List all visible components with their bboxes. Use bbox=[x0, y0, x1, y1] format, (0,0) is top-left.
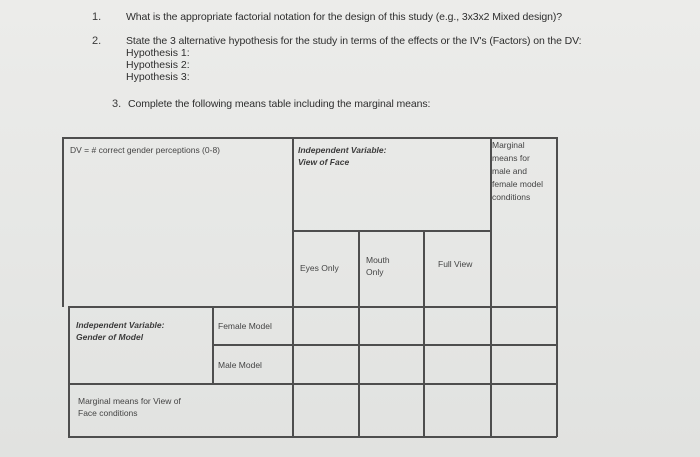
face-level-mouth-only-line-2: Only bbox=[366, 267, 384, 277]
question-1-number: 1. bbox=[92, 11, 102, 23]
marginal-gender-header-line-1: Marginal bbox=[492, 140, 525, 150]
marginal-gender-header-line-4: female model bbox=[492, 179, 544, 189]
iv-face-title: Independent Variable: bbox=[298, 145, 387, 155]
marginal-face-label-line-2: Face conditions bbox=[78, 408, 138, 418]
question-2-number: 2. bbox=[92, 35, 102, 47]
question-3-text: Complete the following means table including the marginal means: bbox=[128, 98, 431, 110]
face-level-full-view: Full View bbox=[438, 259, 473, 269]
face-level-eyes-only: Eyes Only bbox=[300, 263, 339, 273]
marginal-face-label-line-1: Marginal means for View of bbox=[78, 396, 181, 406]
iv-face-subtitle: View of Face bbox=[298, 157, 350, 167]
dv-label: DV = # correct gender perceptions (0-8) bbox=[70, 145, 221, 155]
iv-gender-subtitle: Gender of Model bbox=[76, 332, 144, 342]
marginal-gender-header-line-3: male and bbox=[492, 166, 527, 176]
marginal-gender-header-line-5: conditions bbox=[492, 192, 531, 202]
marginal-gender-header-line-2: means for bbox=[492, 153, 530, 163]
hypothesis-3-label: Hypothesis 3: bbox=[126, 71, 190, 83]
gender-level-male-model: Male Model bbox=[218, 360, 262, 370]
question-2-text: State the 3 alternative hypothesis for the study in terms of the effects or the IV's (Factors) on the DV: bbox=[126, 35, 582, 47]
iv-gender-title: Independent Variable: bbox=[76, 320, 165, 330]
hypothesis-2-label: Hypothesis 2: bbox=[126, 59, 190, 71]
gender-level-female-model: Female Model bbox=[218, 321, 272, 331]
hypothesis-1-label: Hypothesis 1: bbox=[126, 47, 190, 59]
question-1-text: What is the appropriate factorial notation for the design of this study (e.g., 3x3x2 Mixed design)? bbox=[126, 11, 563, 23]
question-3-number: 3. bbox=[112, 98, 122, 110]
face-level-mouth-only-line-1: Mouth bbox=[366, 255, 390, 265]
